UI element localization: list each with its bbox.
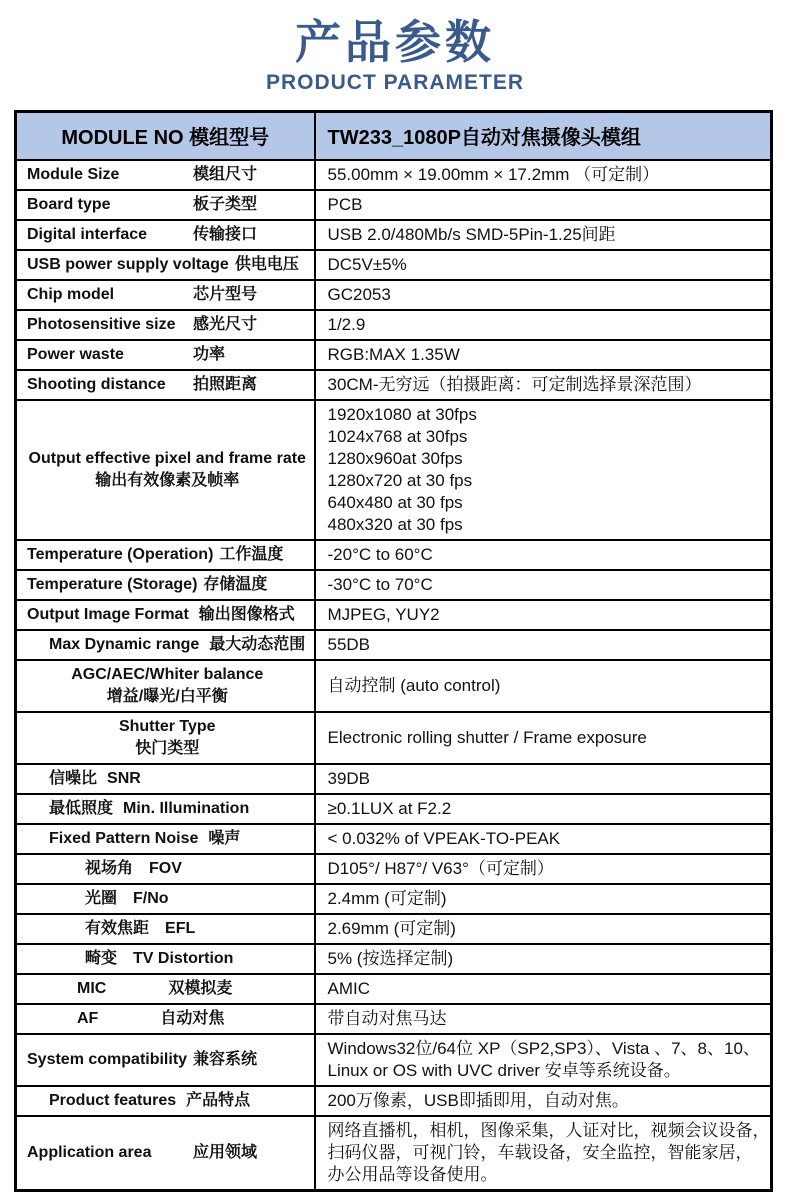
row-value-line: 网络直播机，相机，图像采集，人证对比，视频会议设备， — [327, 1120, 770, 1140]
table-row — [16, 570, 772, 600]
row-label — [27, 284, 308, 306]
row-value-line: 5% (按选择定制) — [327, 948, 454, 968]
row-value — [328, 858, 763, 880]
table-row — [16, 280, 772, 310]
row-label-en: Temperature (Storage) — [27, 575, 198, 593]
row-label-en: AGC/AEC/Whiter balance — [71, 665, 264, 683]
table-header-module-no: MODULE NO 模组型号 — [16, 111, 315, 160]
row-label — [27, 224, 308, 246]
row-value — [328, 727, 763, 749]
row-value-line: 200万像素，USB即插即用，自动对焦。 — [327, 1090, 629, 1110]
row-value-line: 自动控制 (auto control) — [327, 675, 501, 695]
row-label-en: Output effective pixel and frame rate — [28, 449, 306, 467]
row-value — [328, 768, 763, 790]
row-label — [27, 1049, 308, 1071]
row-value — [328, 194, 763, 216]
row-label — [27, 634, 308, 656]
row-label — [27, 716, 308, 760]
table-row — [16, 190, 772, 220]
row-label-en: Max Dynamic range — [49, 635, 200, 653]
row-label — [27, 604, 308, 626]
row-label-en: Shooting distance — [27, 375, 166, 393]
row-value-line: 39DB — [327, 768, 371, 788]
row-label-zh: 输出图像格式 — [198, 605, 295, 623]
row-value-line: Linux or OS with UVC driver 安卓等系统设备。 — [327, 1060, 681, 1080]
table-row — [16, 824, 772, 854]
table-row — [16, 310, 772, 340]
row-value — [328, 828, 763, 850]
row-label-zh: 自动对焦 — [160, 1009, 225, 1027]
row-value — [328, 1090, 763, 1112]
row-label — [27, 888, 308, 910]
row-label — [27, 194, 308, 216]
row-value-line: 1280x720 at 30 fps — [327, 470, 473, 490]
row-value — [328, 404, 763, 536]
row-label-zh: 芯片型号 — [193, 285, 258, 303]
row-label-zh: 工作温度 — [219, 545, 284, 563]
row-value-line: 扫码仪器，可视门铃，车载设备，安全监控，智能家居， — [327, 1142, 753, 1162]
table-header-row — [16, 111, 772, 160]
table-row — [16, 1004, 772, 1034]
row-label-zh: FOV — [149, 859, 182, 877]
row-label-zh: 拍照距离 — [193, 375, 258, 393]
row-label-en: Digital interface — [27, 225, 148, 243]
row-value-line: 1/2.9 — [327, 314, 366, 334]
row-label-zh: 增益/曝光/白平衡 — [106, 687, 228, 705]
row-value-line: 1920x1080 at 30fps — [327, 404, 477, 424]
row-label-en: 信噪比 — [49, 769, 98, 787]
row-label-zh: SNR — [107, 769, 141, 787]
row-label-en: 视场角 — [85, 859, 134, 877]
row-label — [27, 918, 308, 940]
row-label-en: Module Size — [27, 165, 120, 183]
row-label-en: Temperature (Operation) — [27, 545, 214, 563]
row-value-line: 1024x768 at 30fps — [327, 426, 468, 446]
row-value — [328, 978, 763, 1000]
table-row — [16, 1086, 772, 1116]
row-value — [328, 574, 763, 596]
table-row — [16, 974, 772, 1004]
spec-table — [14, 110, 773, 1192]
table-row — [16, 540, 772, 570]
row-label-zh: Min. Illumination — [123, 799, 250, 817]
row-value — [328, 675, 763, 697]
row-label — [27, 1142, 308, 1164]
row-label — [27, 374, 308, 396]
row-label-zh: 板子类型 — [193, 195, 258, 213]
table-row — [16, 914, 772, 944]
row-value — [328, 798, 763, 820]
row-label-zh: 传输接口 — [193, 225, 258, 243]
product-parameter-page — [0, 16, 790, 1192]
row-value-line: 640x480 at 30 fps — [327, 492, 463, 512]
row-label-en: 最低照度 — [49, 799, 114, 817]
table-row — [16, 854, 772, 884]
row-label-en: 畸变 — [85, 949, 118, 967]
row-value — [328, 1038, 763, 1082]
row-value — [328, 888, 763, 910]
row-value — [328, 284, 763, 306]
row-label-en: Fixed Pattern Noise — [49, 829, 199, 847]
row-value-line: AMIC — [327, 978, 370, 998]
row-label — [27, 798, 308, 820]
row-value-line: 30CM-无穷远（拍摄距离：可定制选择景深范围） — [327, 374, 702, 394]
table-row — [16, 712, 772, 764]
row-value — [328, 948, 763, 970]
row-label — [27, 1008, 308, 1030]
row-value-line: MJPEG, YUY2 — [327, 604, 440, 624]
row-label — [27, 768, 308, 790]
row-value — [328, 254, 763, 276]
row-label — [27, 164, 308, 186]
row-label-en: Photosensitive size — [27, 315, 176, 333]
row-label-en: Shutter Type — [118, 717, 216, 735]
row-value — [328, 344, 763, 366]
row-label-en: 光圈 — [85, 889, 118, 907]
row-label-zh: 噪声 — [208, 829, 241, 847]
row-value-line: RGB:MAX 1.35W — [327, 344, 460, 364]
row-label-en: AF — [77, 1009, 99, 1027]
row-value-line: USB 2.0/480Mb/s SMD-5Pin-1.25间距 — [327, 224, 616, 244]
row-label-zh: 应用领域 — [193, 1143, 258, 1161]
table-row — [16, 160, 772, 190]
row-value-line: PCB — [327, 194, 363, 214]
table-row — [16, 340, 772, 370]
table-row — [16, 1034, 772, 1086]
row-value-line: Windows32位/64位 XP（SP2,SP3）、Vista 、7、8、10、 — [327, 1038, 760, 1058]
table-header-product-name: TW233_1080P自动对焦摄像头模组 — [315, 111, 772, 160]
row-label-zh: 双模拟麦 — [168, 979, 233, 997]
row-value — [328, 604, 763, 626]
row-value-line: 480x320 at 30 fps — [327, 514, 463, 534]
row-value — [327, 1120, 770, 1186]
row-value-line: 55.00mm × 19.00mm × 17.2mm （可定制） — [327, 164, 660, 184]
row-value-line: GC2053 — [327, 284, 391, 304]
table-row — [16, 370, 772, 400]
row-value-line: ≥0.1LUX at F2.2 — [327, 798, 452, 818]
table-row — [16, 884, 772, 914]
row-value-line: DC5V±5% — [327, 254, 407, 274]
row-label-en: Output Image Format — [27, 605, 189, 623]
row-value-line: -20°C to 60°C — [327, 544, 433, 564]
row-value — [328, 1008, 763, 1030]
row-label — [27, 828, 308, 850]
row-label-zh: TV Distortion — [133, 949, 234, 967]
row-label-zh: 供电电压 — [234, 255, 299, 273]
table-row — [16, 220, 772, 250]
row-label — [27, 314, 308, 336]
row-label-en: Product features — [49, 1091, 177, 1109]
row-value — [328, 224, 763, 246]
row-label — [27, 544, 308, 566]
spec-table-body — [16, 160, 772, 1191]
row-value-line: D105°/ H87°/ V63°（可定制） — [327, 858, 554, 878]
row-label — [27, 1090, 308, 1112]
row-label-zh: 产品特点 — [186, 1091, 251, 1109]
row-label — [27, 344, 308, 366]
table-row — [16, 764, 772, 794]
row-value — [328, 918, 763, 940]
row-label-zh: 最大动态范围 — [209, 635, 306, 653]
row-label-zh: EFL — [165, 919, 196, 937]
row-value-line: -30°C to 70°C — [327, 574, 433, 594]
row-value-line: 带自动对焦马达 — [327, 1008, 447, 1028]
table-row — [16, 630, 772, 660]
row-label-zh: 存储温度 — [203, 575, 268, 593]
table-row — [16, 600, 772, 630]
row-value-line: 办公用品等设备使用。 — [327, 1164, 498, 1184]
row-label-en: System compatibility — [27, 1050, 188, 1068]
row-value — [328, 544, 763, 566]
row-label-en: 有效焦距 — [85, 919, 150, 937]
table-row — [16, 660, 772, 712]
row-label-zh: 模组尺寸 — [193, 165, 258, 183]
page-subtitle: PRODUCT PARAMETER — [265, 70, 525, 94]
row-label — [27, 574, 308, 596]
row-label — [27, 254, 308, 276]
row-label — [27, 448, 308, 492]
table-row — [16, 250, 772, 280]
row-value — [328, 314, 763, 336]
row-label-zh: 输出有效像素及帧率 — [95, 471, 240, 489]
table-row — [16, 1116, 772, 1191]
row-label-en: Chip model — [27, 285, 115, 303]
row-label-zh: 兼容系统 — [193, 1050, 258, 1068]
table-row — [16, 944, 772, 974]
row-label-en: USB power supply voltage — [27, 255, 229, 273]
page-title: 产品参数 — [295, 16, 495, 68]
row-label — [27, 978, 308, 1000]
row-label — [27, 664, 308, 708]
row-label-en: Application area — [27, 1143, 152, 1161]
row-label-zh: 快门类型 — [135, 739, 200, 757]
row-label-zh: 感光尺寸 — [193, 315, 258, 333]
row-label — [27, 858, 308, 880]
row-label-zh: F/No — [133, 889, 169, 907]
row-value — [328, 634, 763, 656]
row-value — [328, 164, 763, 186]
row-label-en: Power waste — [27, 345, 124, 363]
row-value-line: 2.69mm (可定制) — [327, 918, 456, 938]
table-row — [16, 400, 772, 540]
row-label-en: Board type — [27, 195, 111, 213]
row-value-line: 2.4mm (可定制) — [327, 888, 447, 908]
row-value-line: 55DB — [327, 634, 371, 654]
row-label-zh: 功率 — [193, 345, 226, 363]
row-label-en: MIC — [77, 979, 107, 997]
row-value-line: Electronic rolling shutter / Frame exposure — [327, 727, 647, 747]
row-value-line: 1280x960at 30fps — [327, 448, 463, 468]
row-value-line: < 0.032% of VPEAK-TO-PEAK — [327, 828, 561, 848]
row-value — [328, 374, 763, 396]
table-row — [16, 794, 772, 824]
row-label — [27, 948, 308, 970]
